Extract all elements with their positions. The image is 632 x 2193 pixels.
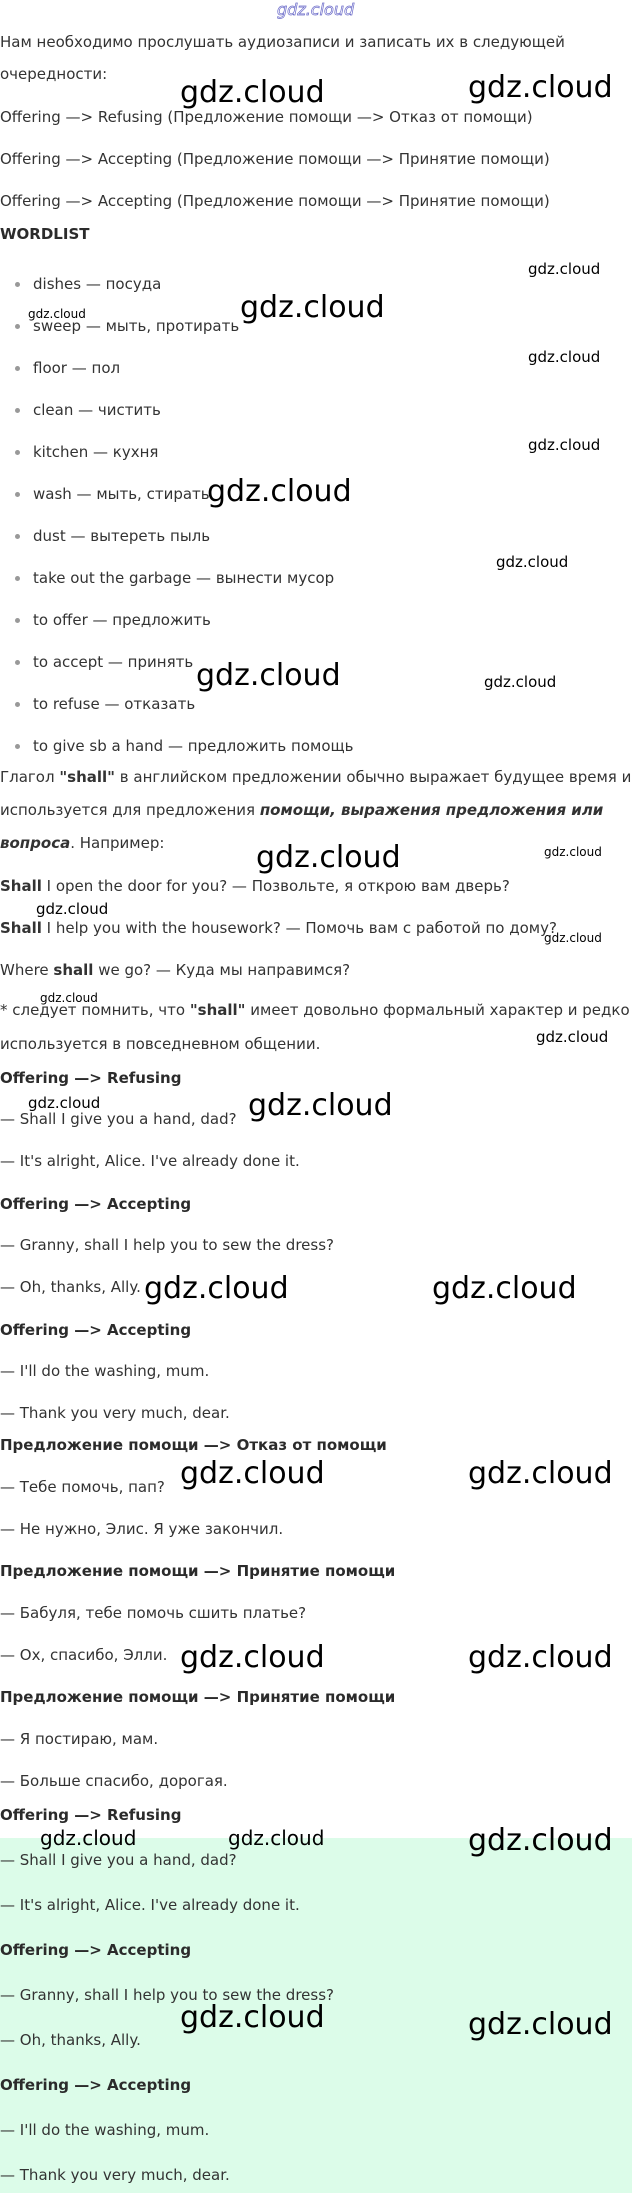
wordlist-item: dishes — посуда: [33, 274, 161, 294]
answer-heading: Offering —> Accepting: [0, 2076, 192, 2094]
grammar-example: Shall I help you with the housework? — Помочь вам с работой по дому?: [0, 919, 557, 937]
watermark: gdz.cloud: [248, 1088, 393, 1123]
watermark: gdz.cloud: [468, 1823, 613, 1858]
answer-line: — Oh, thanks, Ally.: [0, 2031, 141, 2049]
answer-heading: Offering —> Refusing: [0, 1806, 182, 1824]
wordlist-item: to give sb a hand — предложить помощь: [33, 736, 353, 756]
watermark: gdz.cloud: [40, 991, 98, 1005]
watermark: gdz.cloud: [36, 900, 109, 918]
watermark: gdz.cloud: [484, 673, 557, 691]
bullet-icon: [15, 618, 20, 623]
bullet-icon: [15, 450, 20, 455]
grammar-note: * следует помнить, что "shall" имеет довольно формальный характер и редко: [0, 1001, 630, 1019]
bullet-icon: [15, 702, 20, 707]
dialogue-heading: Предложение помощи —> Принятие помощи: [0, 1562, 396, 1580]
grammar-text: вопроса. Например:: [0, 834, 165, 852]
dialogue-line: — It's alright, Alice. I've already done it.: [0, 1152, 300, 1170]
sequence-item: Offering —> Accepting (Предложение помощи —> Принятие помощи): [0, 192, 550, 210]
watermark: gdz.cloud: [28, 1094, 101, 1112]
dialogue-heading: Предложение помощи —> Принятие помощи: [0, 1688, 396, 1706]
wordlist-item: dust — вытереть пыль: [33, 526, 210, 546]
bullet-icon: [15, 744, 20, 749]
watermark: gdz.cloud: [468, 2007, 613, 2042]
bullet-icon: [15, 366, 20, 371]
dialogue-heading: Offering —> Refusing: [0, 1069, 182, 1087]
grammar-text: Глагол "shall" в английском предложении обычно выражает будущее время и: [0, 768, 632, 786]
bullet-icon: [15, 492, 20, 497]
wordlist-item: to refuse — отказать: [33, 694, 195, 714]
bullet-icon: [15, 282, 20, 287]
sequence-item: Offering —> Refusing (Предложение помощи —> Отказ от помощи): [0, 108, 533, 126]
dialogue-line: — Бабуля, тебе помочь сшить платье?: [0, 1604, 307, 1622]
answer-line: — Granny, shall I help you to sew the dress?: [0, 1986, 334, 2004]
bullet-icon: [15, 324, 20, 329]
watermark: gdz.cloud: [228, 1826, 325, 1850]
wordlist-item: to offer — предложить: [33, 610, 211, 630]
answer-heading: Offering —> Accepting: [0, 1941, 192, 1959]
dialogue-heading: Offering —> Accepting: [0, 1195, 192, 1213]
watermark: gdz.cloud: [180, 1456, 325, 1491]
wordlist-item: sweep — мыть, протирать: [33, 316, 239, 336]
dialogue-line: — Oh, thanks, Ally.: [0, 1278, 141, 1296]
wordlist-title: WORDLIST: [0, 225, 90, 243]
grammar-note: используется в повседневном общении.: [0, 1035, 321, 1053]
answer-line: — Shall I give you a hand, dad?: [0, 1851, 237, 1869]
watermark: gdz.cloud: [528, 348, 601, 366]
dialogue-line: — Thank you very much, dear.: [0, 1404, 230, 1422]
wordlist-item: clean — чистить: [33, 400, 161, 420]
dialogue-line: — Ох, спасибо, Элли.: [0, 1646, 168, 1664]
wordlist-item: wash — мыть, стирать: [33, 484, 210, 504]
watermark: gdz.cloud: [544, 931, 602, 945]
grammar-text: используется для предложения помощи, выражения предложения или: [0, 801, 604, 819]
watermark: gdz.cloud: [144, 1271, 289, 1306]
dialogue-line: — Я постираю, мам.: [0, 1730, 159, 1748]
dialogue-line: — Больше спасибо, дорогая.: [0, 1772, 228, 1790]
watermark: gdz.cloud: [40, 1826, 137, 1850]
watermark: gdz.cloud: [180, 75, 325, 110]
sequence-item: Offering —> Accepting (Предложение помощи —> Принятие помощи): [0, 150, 550, 168]
watermark: gdz.cloud: [240, 290, 385, 325]
answer-line: — Thank you very much, dear.: [0, 2166, 230, 2184]
bullet-icon: [15, 576, 20, 581]
dialogue-line: — Не нужно, Элис. Я уже закончил.: [0, 1520, 284, 1538]
bullet-icon: [15, 534, 20, 539]
dialogue-line: — I'll do the washing, mum.: [0, 1362, 210, 1380]
answer-line: — It's alright, Alice. I've already done it.: [0, 1896, 300, 1914]
site-logo[interactable]: gdz.cloud: [277, 0, 355, 19]
wordlist-item: to accept — принять: [33, 652, 193, 672]
dialogue-line: — Granny, shall I help you to sew the dress?: [0, 1236, 334, 1254]
watermark: gdz.cloud: [468, 1456, 613, 1491]
dialogue-line: — Shall I give you a hand, dad?: [0, 1110, 237, 1128]
watermark: gdz.cloud: [432, 1271, 577, 1306]
dialogue-line: — Тебе помочь, пап?: [0, 1478, 165, 1496]
dialogue-heading: Предложение помощи —> Отказ от помощи: [0, 1436, 387, 1454]
watermark: gdz.cloud: [536, 1028, 609, 1046]
bullet-icon: [15, 660, 20, 665]
watermark: gdz.cloud: [468, 70, 613, 105]
watermark: gdz.cloud: [207, 474, 352, 509]
intro-text: очередности:: [0, 65, 108, 83]
watermark: gdz.cloud: [180, 2000, 325, 2035]
wordlist-item: take out the garbage — вынести мусор: [33, 568, 334, 588]
watermark: gdz.cloud: [256, 840, 401, 875]
watermark: gdz.cloud: [468, 1640, 613, 1675]
watermark: gdz.cloud: [180, 1640, 325, 1675]
grammar-example: Where shall we go? — Куда мы направимся?: [0, 961, 351, 979]
watermark: gdz.cloud: [496, 553, 569, 571]
wordlist-item: floor — пол: [33, 358, 120, 378]
dialogue-heading: Offering —> Accepting: [0, 1321, 192, 1339]
intro-text: Нам необходимо прослушать аудиозаписи и записать их в следующей: [0, 33, 565, 51]
watermark: gdz.cloud: [528, 260, 601, 278]
watermark: gdz.cloud: [544, 845, 602, 859]
watermark: gdz.cloud: [528, 436, 601, 454]
watermark: gdz.cloud: [196, 658, 341, 693]
bullet-icon: [15, 408, 20, 413]
wordlist-item: kitchen — кухня: [33, 442, 158, 462]
watermark: gdz.cloud: [28, 307, 86, 321]
answer-line: — I'll do the washing, mum.: [0, 2121, 210, 2139]
grammar-example: Shall I open the door for you? — Позвольте, я открою вам дверь?: [0, 877, 510, 895]
